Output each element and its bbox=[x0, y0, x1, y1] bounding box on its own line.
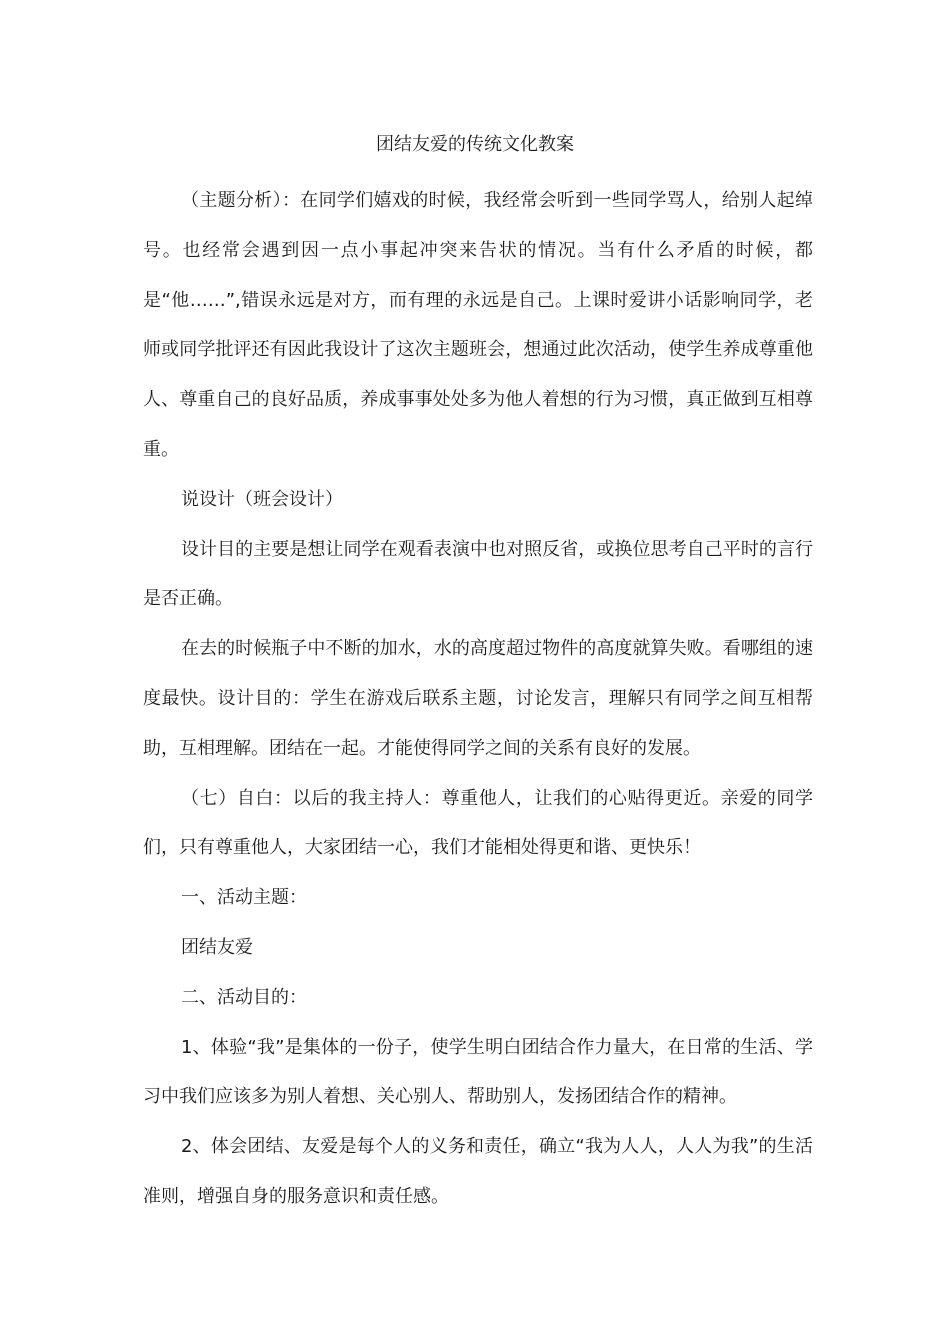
paragraph-design-heading: 说设计（班会设计） bbox=[181, 488, 343, 510]
heading-activity-theme: 一、活动主题： bbox=[181, 887, 307, 909]
paragraph-design-purpose: 设计目的主要是想让同学在观看表演中也对照反省，或换位思考自己平时的言行是否正确。 bbox=[143, 538, 813, 610]
list-item-goal-1: 1、体验“我”是集体的一份子，使学生明白团结合作力量大，在日常的生活、学习中我们应该多为别人着想、关心别人、帮助别人，发扬团结合作的精神。 bbox=[143, 1036, 813, 1108]
document-body bbox=[143, 176, 813, 1222]
document-title: 团结友爱的传统文化教案 bbox=[376, 134, 574, 155]
paragraph-theme-analysis: （主题分析）：在同学们嬉戏的时候，我经常会听到一些同学骂人，给别人起绰号。也经常会遇到因一点小事起冲突来告状的情况。当有什么矛盾的时候，都是“他……”,错误永远是对方，而有理的永远是自己。上课时爱讲小话影响同学，老师或同学批评还有因此我设计了这次主题班会，想通过此次活动，使学生养成尊重他人、尊重自己的良好品质，养成事事处处多为他人着想的行为习惯，真正做到互相尊重。 bbox=[143, 190, 813, 460]
heading-activity-goals: 二、活动目的： bbox=[181, 986, 307, 1008]
paragraph-activity-theme: 团结友爱 bbox=[181, 936, 253, 958]
paragraph-game-description: 在去的时候瓶子中不断的加水，水的高度超过物件的高度就算失败。看哪组的速度最快。设计目的：学生在游戏后联系主题，讨论发言，理解只有同学之间互相帮助，互相理解。团结在一起。才能使得同学之间的关系有良好的发展。 bbox=[143, 638, 813, 759]
list-item-goal-2: 2、体会团结、友爱是每个人的义务和责任，确立“我为人人，人人为我”的生活准则，增强自身的服务意识和责任感。 bbox=[143, 1136, 813, 1207]
paragraph-monologue: （七）自白：以后的我主持人：尊重他人，让我们的心贴得更近。亲爱的同学们，只有尊重他人，大家团结一心，我们才能相处得更和谐、更快乐！ bbox=[143, 787, 813, 859]
